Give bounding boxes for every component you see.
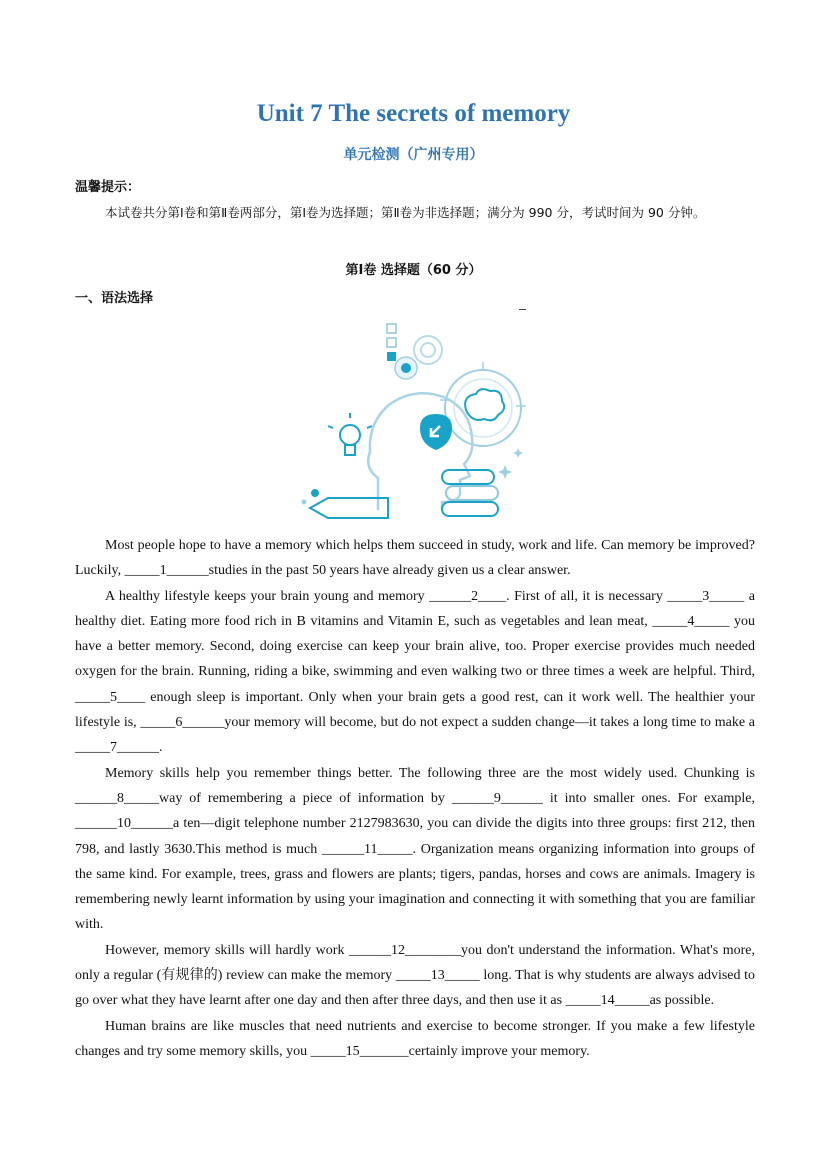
part-one-heading: 第Ⅰ卷 选择题（60 分） bbox=[345, 263, 482, 278]
passage-paragraph-5: Human brains are like muscles that need nutrients and exercise to become stronger. If you make a few lifestyle changes and try some memory skills, you _____15_______certainly improve your memory. bbox=[75, 1018, 755, 1059]
page-subtitle: 单元检测（广州专用） bbox=[343, 147, 484, 163]
passage-paragraph-1: Most people hope to have a memory which helps them succeed in study, work and life. Can memory be improved? Luckily, _____1______studies in the past 50 years have already given us a clear answer. bbox=[75, 538, 755, 579]
page-title: Unit 7 The secrets of memory bbox=[256, 100, 571, 127]
passage-paragraph-3: Memory skills help you remember things better. The following three are the most widely used. Chunking is ______8_____way of remembering a piece of information by ______9______ it into smaller ones. For example, ______10______a ten—digit telephone number 2127983630, you can divide the digits into three groups: first 212, then 798, and lastly 3630.This method is much ______11_____. Organization means organizing information into groups of the same kind. For example, trees, grass and flowers are plants; tigers, pandas, horses and cows are animals. Imagery is remembering newly learnt information by using your imagination and connecting it with something that you are familiar with. bbox=[75, 765, 755, 933]
tips-heading: 温馨提示： bbox=[75, 180, 141, 195]
reading-passage bbox=[75, 533, 755, 1064]
passage-paragraph-4: However, memory skills will hardly work ______12________you don't understand the information. What's more, only a regular (有规律的) review can make the memory _____13_____ long. That is why students are always advised to go over what they have learnt after one day and then after three days, and then use it as _____14_____as possible. bbox=[75, 942, 755, 1009]
head-brain-memory-icon bbox=[290, 310, 540, 525]
section-heading: 一、语法选择 bbox=[75, 291, 154, 306]
tips-body: 本试卷共分第Ⅰ卷和第Ⅱ卷两部分，第Ⅰ卷为选择题；第Ⅱ卷为非选择题；满分为 990 分，考试时间为 90 分钟。 bbox=[105, 205, 706, 220]
passage-paragraph-2: A healthy lifestyle keeps your brain young and memory ______2____. First of all, it is necessary _____3_____ a healthy diet. Eating more food rich in B vitamins and Vitamin E, such as vegetables and lean meat, _____4_____ you have a better memory. Second, doing exercise can keep your brain alive, too. Proper exercise provides much needed oxygen for the brain. Running, riding a bike, swimming and even walking two or three times a week are helpful. Third, _____5____ enough sleep is important. Only when your brain gets a good rest, can it work well. The healthier your lifestyle is, _____6______your memory will become, but do not expect a sudden change—it takes a long time to make a _____7______. bbox=[75, 588, 755, 756]
